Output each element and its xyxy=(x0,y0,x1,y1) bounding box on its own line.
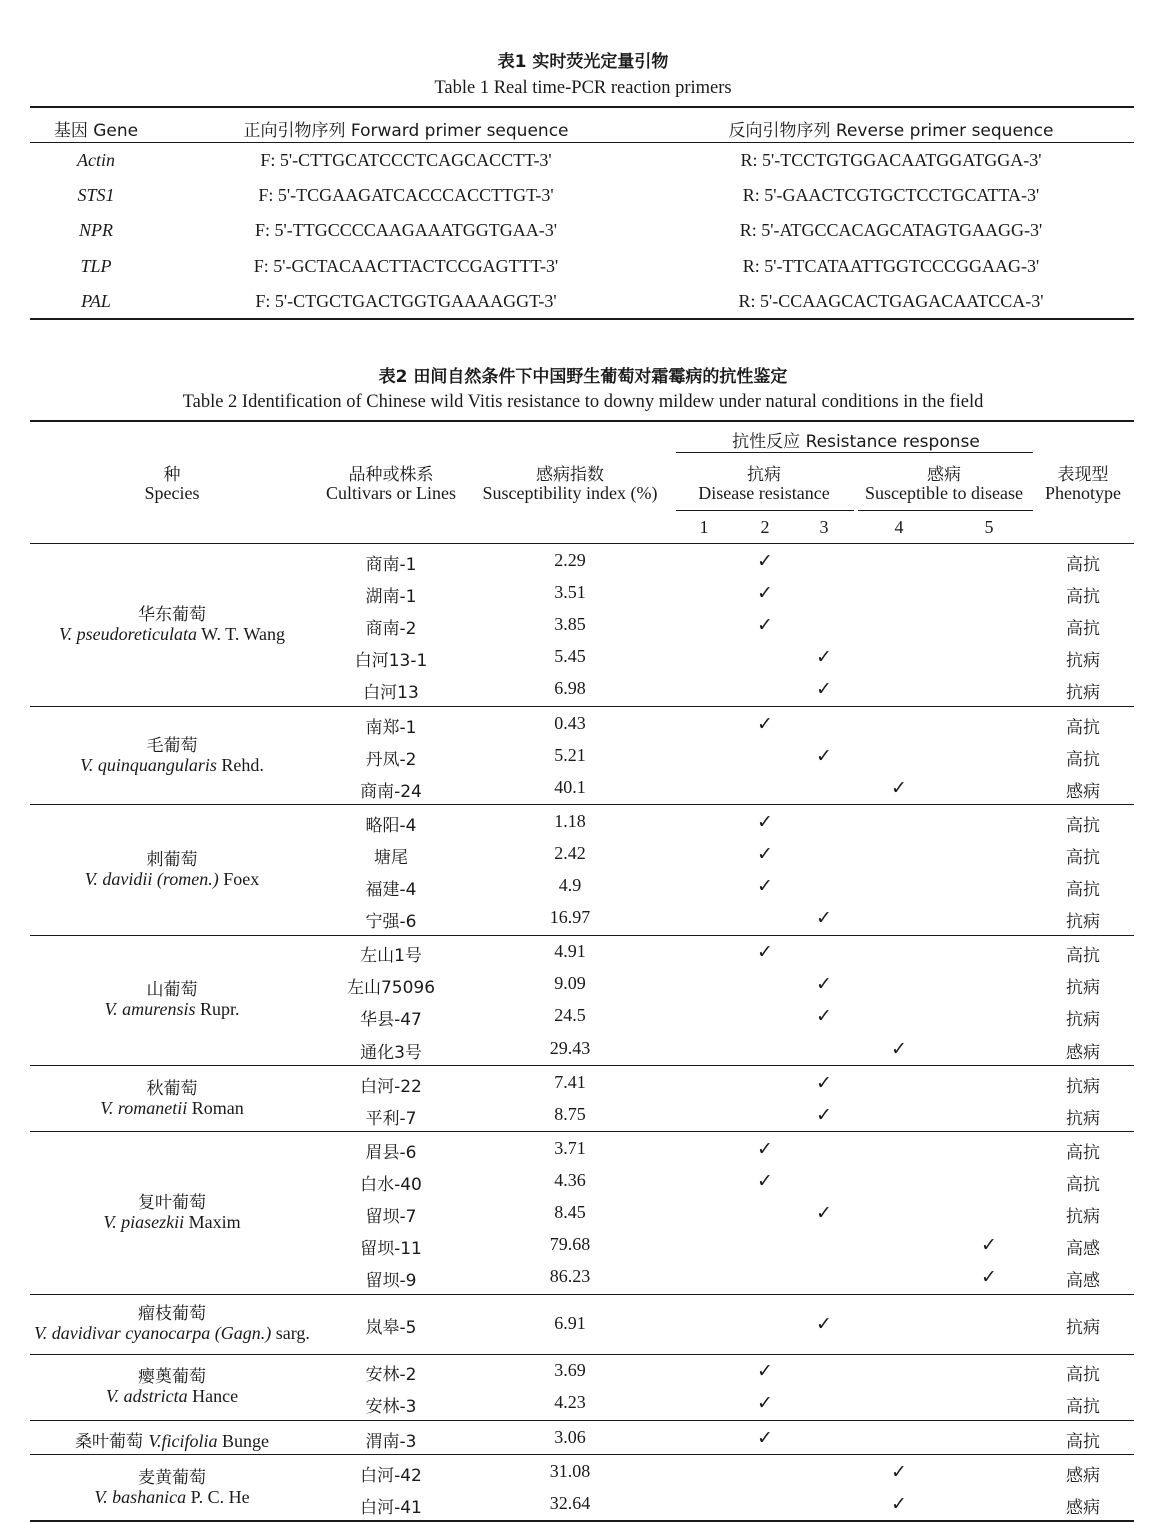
check-mark-level-3: ✓ xyxy=(816,678,832,700)
phenotype: 高抗 xyxy=(1066,1143,1100,1163)
table-row xyxy=(0,545,1166,577)
check-mark-level-4: ✓ xyxy=(891,1038,907,1060)
table-row xyxy=(0,1033,1166,1065)
primer-reverse: R: 5'-TTCATAATTGGTCCCGGAAG-3' xyxy=(742,256,1040,276)
susceptibility-index: 8.75 xyxy=(554,1104,586,1124)
susceptibility-index: 3.06 xyxy=(554,1427,586,1447)
group-divider xyxy=(30,1420,1134,1421)
check-mark-level-2: ✓ xyxy=(757,1427,773,1449)
check-mark-level-2: ✓ xyxy=(757,875,773,897)
species-name-author: Maxim xyxy=(184,1212,241,1232)
species-name-zh: 瘤枝葡萄 xyxy=(138,1304,206,1324)
species-name-author: sarg. xyxy=(271,1323,310,1343)
table2-header-response: 抗性反应 Resistance response xyxy=(732,432,980,452)
cultivar-line: 宁强-6 xyxy=(365,912,417,932)
table2-header-resist-zh: 抗病 xyxy=(747,465,781,485)
table-row xyxy=(0,936,1166,968)
primer-forward: F: 5'-TTGCCCCAAGAAATGGTGAA-3' xyxy=(255,220,557,240)
susceptibility-index: 3.51 xyxy=(554,582,586,602)
table2-response-rule xyxy=(676,452,1033,453)
table2-caption-zh: 表2 田间自然条件下中国野生葡萄对霜霉病的抗性鉴定 xyxy=(378,367,788,387)
cultivar-line: 留坝-11 xyxy=(360,1239,422,1259)
table-row xyxy=(0,740,1166,772)
cultivar-line: 华县-47 xyxy=(360,1010,422,1030)
cultivar-line: 白河-42 xyxy=(360,1466,422,1486)
table2-level-4: 4 xyxy=(894,517,904,537)
susceptibility-index: 5.21 xyxy=(554,745,586,765)
species-name-latin: V. pseudoreticulata xyxy=(58,624,197,644)
phenotype: 高感 xyxy=(1066,1271,1100,1291)
check-mark-level-2: ✓ xyxy=(757,941,773,963)
table-row xyxy=(0,772,1166,804)
cultivar-line: 眉县-6 xyxy=(365,1143,417,1163)
table-row xyxy=(0,870,1166,902)
table-row xyxy=(0,1229,1166,1261)
phenotype: 高抗 xyxy=(1066,1397,1100,1417)
phenotype: 高抗 xyxy=(1066,587,1100,607)
susceptibility-index: 16.97 xyxy=(549,907,591,927)
species-name-zh: 复叶葡萄 xyxy=(138,1193,206,1213)
primer-gene: STS1 xyxy=(77,185,115,205)
species-name-latin: V.ficifolia xyxy=(148,1431,218,1451)
check-mark-level-4: ✓ xyxy=(891,777,907,799)
table2-header-cultivar-en: Cultivars or Lines xyxy=(326,483,456,503)
susceptibility-index: 0.43 xyxy=(554,713,586,733)
table-row xyxy=(0,577,1166,609)
cultivar-line: 留坝-9 xyxy=(365,1271,417,1291)
table-row xyxy=(0,708,1166,740)
table2-top-rule xyxy=(30,420,1134,422)
susceptibility-index: 6.98 xyxy=(554,678,586,698)
species-name-author: Bunge xyxy=(217,1431,270,1451)
phenotype: 感病 xyxy=(1066,1043,1100,1063)
table2-suscept-rule xyxy=(858,510,1033,511)
species-name-latin: V. piasezkii xyxy=(103,1212,185,1232)
check-mark-level-2: ✓ xyxy=(757,1138,773,1160)
table-row xyxy=(0,609,1166,641)
check-mark-level-2: ✓ xyxy=(757,614,773,636)
susceptibility-index: 86.23 xyxy=(549,1266,591,1286)
table-row xyxy=(0,1488,1166,1520)
species-name-zh: 山葡萄 xyxy=(146,980,198,1000)
table-row xyxy=(0,1000,1166,1032)
primer-forward: F: 5'-CTGCTGACTGGTGAAAAGGT-3' xyxy=(255,291,557,311)
phenotype: 抗病 xyxy=(1066,651,1100,671)
table2-header-species-zh: 种 xyxy=(163,465,181,485)
susceptibility-index: 4.23 xyxy=(554,1392,586,1412)
phenotype: 高感 xyxy=(1066,1239,1100,1259)
susceptibility-index: 2.29 xyxy=(554,550,586,570)
check-mark-level-2: ✓ xyxy=(757,713,773,735)
primer-gene: PAL xyxy=(81,291,111,311)
table2-resist-rule xyxy=(676,510,854,511)
table1-header-rule xyxy=(30,142,1134,143)
cultivar-line: 岚皋-5 xyxy=(365,1318,417,1338)
phenotype: 抗病 xyxy=(1066,978,1100,998)
table2-header-suscept-en: Susceptible to disease xyxy=(865,483,1023,503)
primer-reverse: R: 5'-CCAAGCACTGAGACAATCCA-3' xyxy=(738,291,1044,311)
cultivar-line: 渭南-3 xyxy=(365,1432,417,1452)
check-mark-level-2: ✓ xyxy=(757,811,773,833)
group-divider xyxy=(30,1454,1134,1455)
check-mark-level-5: ✓ xyxy=(981,1234,997,1256)
table1-header-reverse: 反向引物序列 Reverse primer sequence xyxy=(728,121,1054,141)
species-name-zh: 麦黄葡萄 xyxy=(138,1468,206,1488)
species-name-author: W. T. Wang xyxy=(196,624,286,644)
susceptibility-index: 79.68 xyxy=(549,1234,591,1254)
phenotype: 感病 xyxy=(1066,1466,1100,1486)
species-name-zh: 华东葡萄 xyxy=(138,605,206,625)
cultivar-line: 安林-2 xyxy=(365,1365,417,1385)
susceptibility-index: 3.69 xyxy=(554,1360,586,1380)
susceptibility-index: 9.09 xyxy=(554,973,586,993)
phenotype: 抗病 xyxy=(1066,912,1100,932)
susceptibility-index: 24.5 xyxy=(554,1005,586,1025)
species-name-latin: V. davidii (romen.) xyxy=(84,869,219,889)
phenotype: 抗病 xyxy=(1066,1109,1100,1129)
check-mark-level-3: ✓ xyxy=(816,745,832,767)
cultivar-line: 安林-3 xyxy=(365,1397,417,1417)
species-name-zh: 桑叶葡萄 xyxy=(74,1432,149,1452)
phenotype: 高抗 xyxy=(1066,1175,1100,1195)
check-mark-level-4: ✓ xyxy=(891,1493,907,1515)
cultivar-line: 略阳-4 xyxy=(365,816,417,836)
species-name-latin: V. romanetii xyxy=(100,1098,188,1118)
check-mark-level-3: ✓ xyxy=(816,646,832,668)
check-mark-level-2: ✓ xyxy=(757,843,773,865)
group-divider xyxy=(30,804,1134,805)
phenotype: 高抗 xyxy=(1066,880,1100,900)
group-divider xyxy=(30,1065,1134,1066)
table2-header-suscept-zh: 感病 xyxy=(927,465,961,485)
check-mark-level-3: ✓ xyxy=(816,1202,832,1224)
susceptibility-index: 2.42 xyxy=(554,843,586,863)
group-divider xyxy=(30,1131,1134,1132)
susceptibility-index: 4.91 xyxy=(554,941,586,961)
species-name-zh: 瘿薁葡萄 xyxy=(138,1367,206,1387)
phenotype: 高抗 xyxy=(1066,946,1100,966)
table1-bottom-rule xyxy=(30,318,1134,320)
primer-reverse: R: 5'-GAACTCGTGCTCCTGCATTA-3' xyxy=(742,185,1040,205)
cultivar-line: 商南-1 xyxy=(365,555,417,575)
table2-header-phenotype-zh: 表现型 xyxy=(1057,465,1109,485)
table2-header-phenotype-en: Phenotype xyxy=(1045,483,1121,503)
table1-header-gene: 基因 Gene xyxy=(53,121,139,141)
table-row xyxy=(0,838,1166,870)
phenotype: 抗病 xyxy=(1066,683,1100,703)
check-mark-level-3: ✓ xyxy=(816,973,832,995)
species-name-author: Rupr. xyxy=(195,999,240,1019)
check-mark-level-3: ✓ xyxy=(816,1005,832,1027)
cultivar-line: 留坝-7 xyxy=(365,1207,417,1227)
table2-header-index-zh: 感病指数 xyxy=(536,465,604,485)
species-name-author: Roman xyxy=(187,1098,244,1118)
table-row xyxy=(0,1133,1166,1165)
species-name-author: Hance xyxy=(187,1386,239,1406)
susceptibility-index: 8.45 xyxy=(554,1202,586,1222)
table1-caption-en: Table 1 Real time-PCR reaction primers xyxy=(434,78,732,98)
check-mark-level-3: ✓ xyxy=(816,907,832,929)
table-row xyxy=(0,902,1166,934)
cultivar-line: 白河-41 xyxy=(360,1498,422,1518)
susceptibility-index: 4.36 xyxy=(554,1170,586,1190)
susceptibility-index: 3.85 xyxy=(554,614,586,634)
susceptibility-index: 5.45 xyxy=(554,646,586,666)
species-name-author: P. C. He xyxy=(186,1487,250,1507)
table2-level-5: 5 xyxy=(984,517,994,537)
phenotype: 感病 xyxy=(1066,782,1100,802)
table-row xyxy=(0,673,1166,705)
susceptibility-index: 40.1 xyxy=(554,777,586,797)
susceptibility-index: 29.43 xyxy=(549,1038,591,1058)
cultivar-line: 左山75096 xyxy=(346,978,436,998)
table-row xyxy=(0,1197,1166,1229)
table-row xyxy=(0,806,1166,838)
cultivar-line: 商南-24 xyxy=(360,782,422,802)
primer-reverse: R: 5'-TCCTGTGGACAATGGATGGA-3' xyxy=(740,150,1042,170)
group-divider xyxy=(30,706,1134,707)
susceptibility-index: 4.9 xyxy=(558,875,582,895)
table1-caption-zh: 表1 实时荧光定量引物 xyxy=(497,52,669,72)
susceptibility-index: 6.91 xyxy=(554,1313,586,1333)
cultivar-line: 南郑-1 xyxy=(365,718,417,738)
phenotype: 高抗 xyxy=(1066,555,1100,575)
check-mark-level-2: ✓ xyxy=(757,1360,773,1382)
check-mark-level-2: ✓ xyxy=(757,550,773,572)
table-row xyxy=(0,1165,1166,1197)
primer-gene: TLP xyxy=(80,256,112,276)
susceptibility-index: 31.08 xyxy=(549,1461,591,1481)
susceptibility-index: 3.71 xyxy=(554,1138,586,1158)
primer-forward: F: 5'-TCGAAGATCACCCACCTTGT-3' xyxy=(258,185,554,205)
check-mark-level-4: ✓ xyxy=(891,1461,907,1483)
table2-level-1: 1 xyxy=(699,517,709,537)
cultivar-line: 商南-2 xyxy=(365,619,417,639)
table-row xyxy=(0,641,1166,673)
cultivar-line: 白河13-1 xyxy=(354,651,428,671)
phenotype: 高抗 xyxy=(1066,750,1100,770)
phenotype: 抗病 xyxy=(1066,1207,1100,1227)
cultivar-line: 白水-40 xyxy=(360,1175,422,1195)
species-name-zh: 毛葡萄 xyxy=(146,736,198,756)
check-mark-level-2: ✓ xyxy=(757,582,773,604)
table-row xyxy=(0,1099,1166,1131)
check-mark-level-5: ✓ xyxy=(981,1266,997,1288)
check-mark-level-2: ✓ xyxy=(757,1392,773,1414)
table2-header-resist-en: Disease resistance xyxy=(698,483,830,503)
species-name-latin: V. bashanica xyxy=(94,1487,187,1507)
primer-gene: Actin xyxy=(77,150,115,170)
species-name-author: Rehd. xyxy=(216,755,264,775)
phenotype: 高抗 xyxy=(1066,1432,1100,1452)
check-mark-level-3: ✓ xyxy=(816,1072,832,1094)
table2-header-index-en: Susceptibility index (%) xyxy=(482,483,658,503)
phenotype: 高抗 xyxy=(1066,816,1100,836)
species-name-latin: V. adstricta xyxy=(105,1386,188,1406)
table-row xyxy=(0,1355,1166,1387)
phenotype: 抗病 xyxy=(1066,1318,1100,1338)
primer-forward: F: 5'-CTTGCATCCCTCAGCACCTT-3' xyxy=(260,150,552,170)
cultivar-line: 白河-22 xyxy=(360,1077,422,1097)
table-row xyxy=(0,1387,1166,1419)
phenotype: 抗病 xyxy=(1066,1010,1100,1030)
primer-forward: F: 5'-GCTACAACTTACTCCGAGTTT-3' xyxy=(253,256,559,276)
phenotype: 高抗 xyxy=(1066,619,1100,639)
check-mark-level-3: ✓ xyxy=(816,1104,832,1126)
table1-top-rule xyxy=(30,106,1134,108)
table2-level-2: 2 xyxy=(760,517,770,537)
table2-header-rule xyxy=(30,543,1134,544)
cultivar-line: 塘尾 xyxy=(374,848,408,868)
susceptibility-index: 32.64 xyxy=(549,1493,591,1513)
table-row xyxy=(0,1308,1166,1340)
species-name-latin: V. amurensis xyxy=(104,999,196,1019)
check-mark-level-2: ✓ xyxy=(757,1170,773,1192)
table2-header-cultivar-zh: 品种或株系 xyxy=(348,465,434,485)
cultivar-line: 平利-7 xyxy=(365,1109,417,1129)
table-row xyxy=(0,1456,1166,1488)
table-row xyxy=(0,1067,1166,1099)
table2-caption-en: Table 2 Identification of Chinese wild Vitis resistance to downy mildew under natural conditions in the field xyxy=(182,392,984,412)
species-name-zh: 秋葡萄 xyxy=(146,1079,198,1099)
table1-header-forward: 正向引物序列 Forward primer sequence xyxy=(243,121,569,141)
check-mark-level-3: ✓ xyxy=(816,1313,832,1335)
species-name-latin: V. davidivar cyanocarpa (Gagn.) xyxy=(34,1323,272,1343)
cultivar-line: 左山1号 xyxy=(360,946,422,966)
primer-reverse: R: 5'-ATGCCACAGCATAGTGAAGG-3' xyxy=(739,220,1043,240)
phenotype: 高抗 xyxy=(1066,1365,1100,1385)
table2-level-3: 3 xyxy=(819,517,829,537)
phenotype: 高抗 xyxy=(1066,848,1100,868)
table-row xyxy=(0,968,1166,1000)
cultivar-line: 丹凤-2 xyxy=(365,750,417,770)
species-name-zh: 刺葡萄 xyxy=(146,850,198,870)
cultivar-line: 通化3号 xyxy=(360,1043,422,1063)
phenotype: 高抗 xyxy=(1066,718,1100,738)
species-name-author: Foex xyxy=(218,869,260,889)
cultivar-line: 福建-4 xyxy=(365,880,417,900)
phenotype: 感病 xyxy=(1066,1498,1100,1518)
cultivar-line: 白河13 xyxy=(363,683,419,703)
cultivar-line: 湖南-1 xyxy=(365,587,417,607)
table-row xyxy=(0,1422,1166,1454)
susceptibility-index: 7.41 xyxy=(554,1072,586,1092)
primer-gene: NPR xyxy=(79,220,113,240)
susceptibility-index: 1.18 xyxy=(554,811,586,831)
species-name-latin: V. quinquangularis xyxy=(80,755,217,775)
table2-header-species-en: Species xyxy=(144,483,200,503)
phenotype: 抗病 xyxy=(1066,1077,1100,1097)
table-row xyxy=(0,1261,1166,1293)
